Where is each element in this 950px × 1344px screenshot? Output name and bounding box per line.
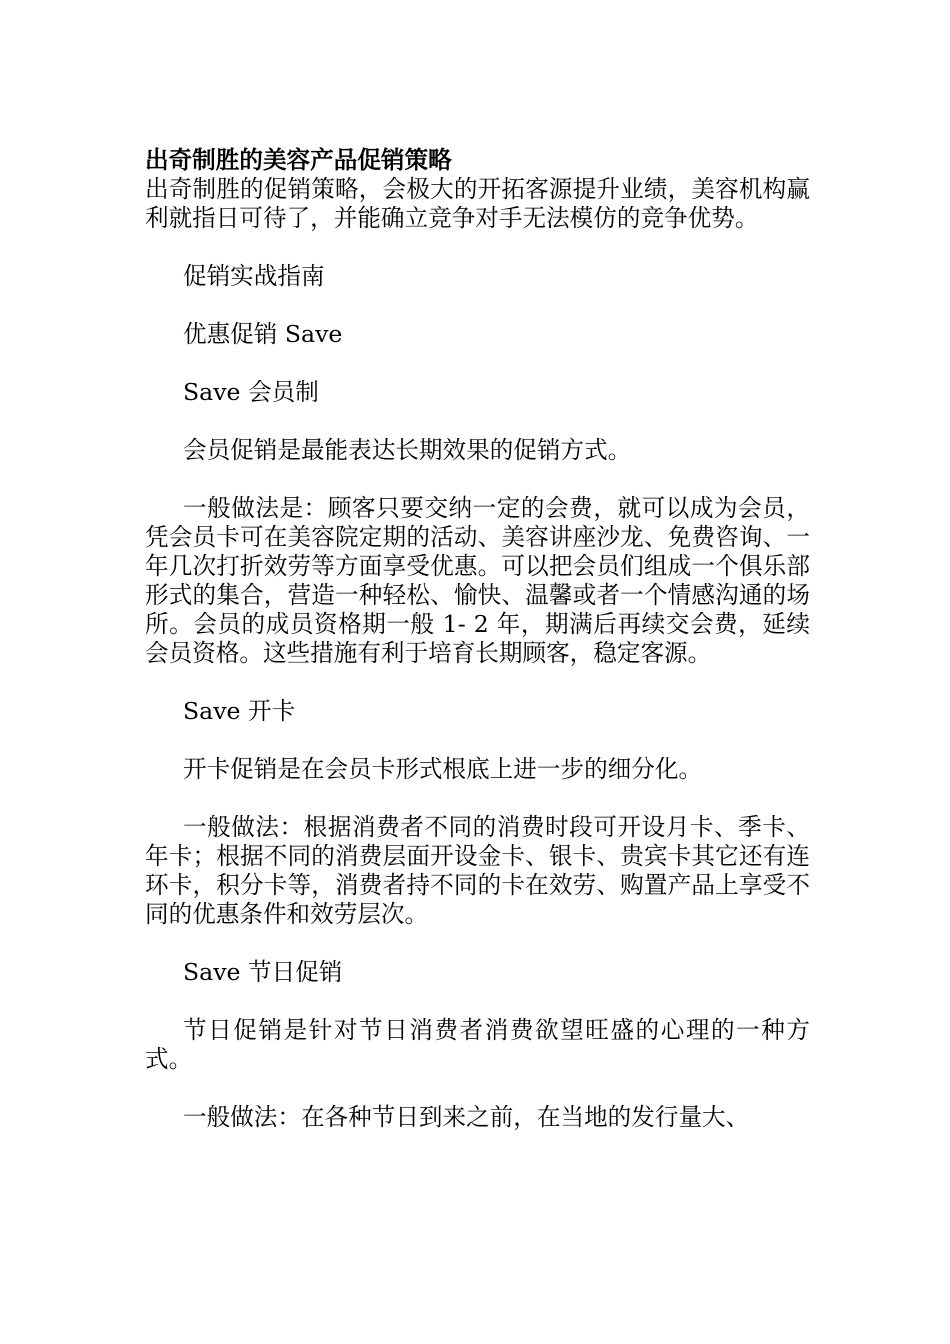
membership-summary: 会员促销是最能表达长期效果的促销方式。 <box>183 436 632 464</box>
section-heading-card: Save 开卡 <box>183 697 296 725</box>
card-method: 一般做法：根据消费者不同的消费时段可开设月卡、季卡、年卡；根据不同的消费层面开设金卡、银卡、贵宾卡其它还有连环卡，积分卡等，消费者持不同的卡在效劳、购置产品上享受不同的优惠条件和效劳层次。 <box>145 813 810 928</box>
intro-paragraph: 出奇制胜的促销策略，会极大的开拓客源提升业绩，美容机构赢利就指日可待了，并能确立竞争对手无法模仿的竞争优势。 <box>145 175 810 232</box>
section-heading-guide: 促销实战指南 <box>183 262 325 290</box>
membership-method: 一般做法是：顾客只要交纳一定的会费，就可以成为会员，凭会员卡可在美容院定期的活动、美容讲座沙龙、免费咨询、一年几次打折效劳等方面享受优惠。可以把会员们组成一个俱乐部形式的集合，营造一种轻松、愉快、温馨或者一个情感沟通的场所。会员的成员资格期一般 1- 2 年，期满后再续交会费，延续会员资格。这些措施有利于培育长期顾客，稳定客源。 <box>145 494 810 667</box>
section-heading-holiday: Save 节日促销 <box>183 958 343 986</box>
section-heading-membership: Save 会员制 <box>183 378 319 406</box>
card-summary: 开卡促销是在会员卡形式根底上进一步的细分化。 <box>183 755 703 783</box>
document-page <box>145 146 810 1132</box>
document-title: 出奇制胜的美容产品促销策略 <box>145 146 452 174</box>
holiday-summary: 节日促销是针对节日消费者消费欲望旺盛的心理的一种方式。 <box>145 1016 810 1073</box>
holiday-method: 一般做法：在各种节日到来之前，在当地的发行量大、 <box>183 1103 750 1131</box>
section-heading-discount: 优惠促销 Save <box>183 320 343 348</box>
